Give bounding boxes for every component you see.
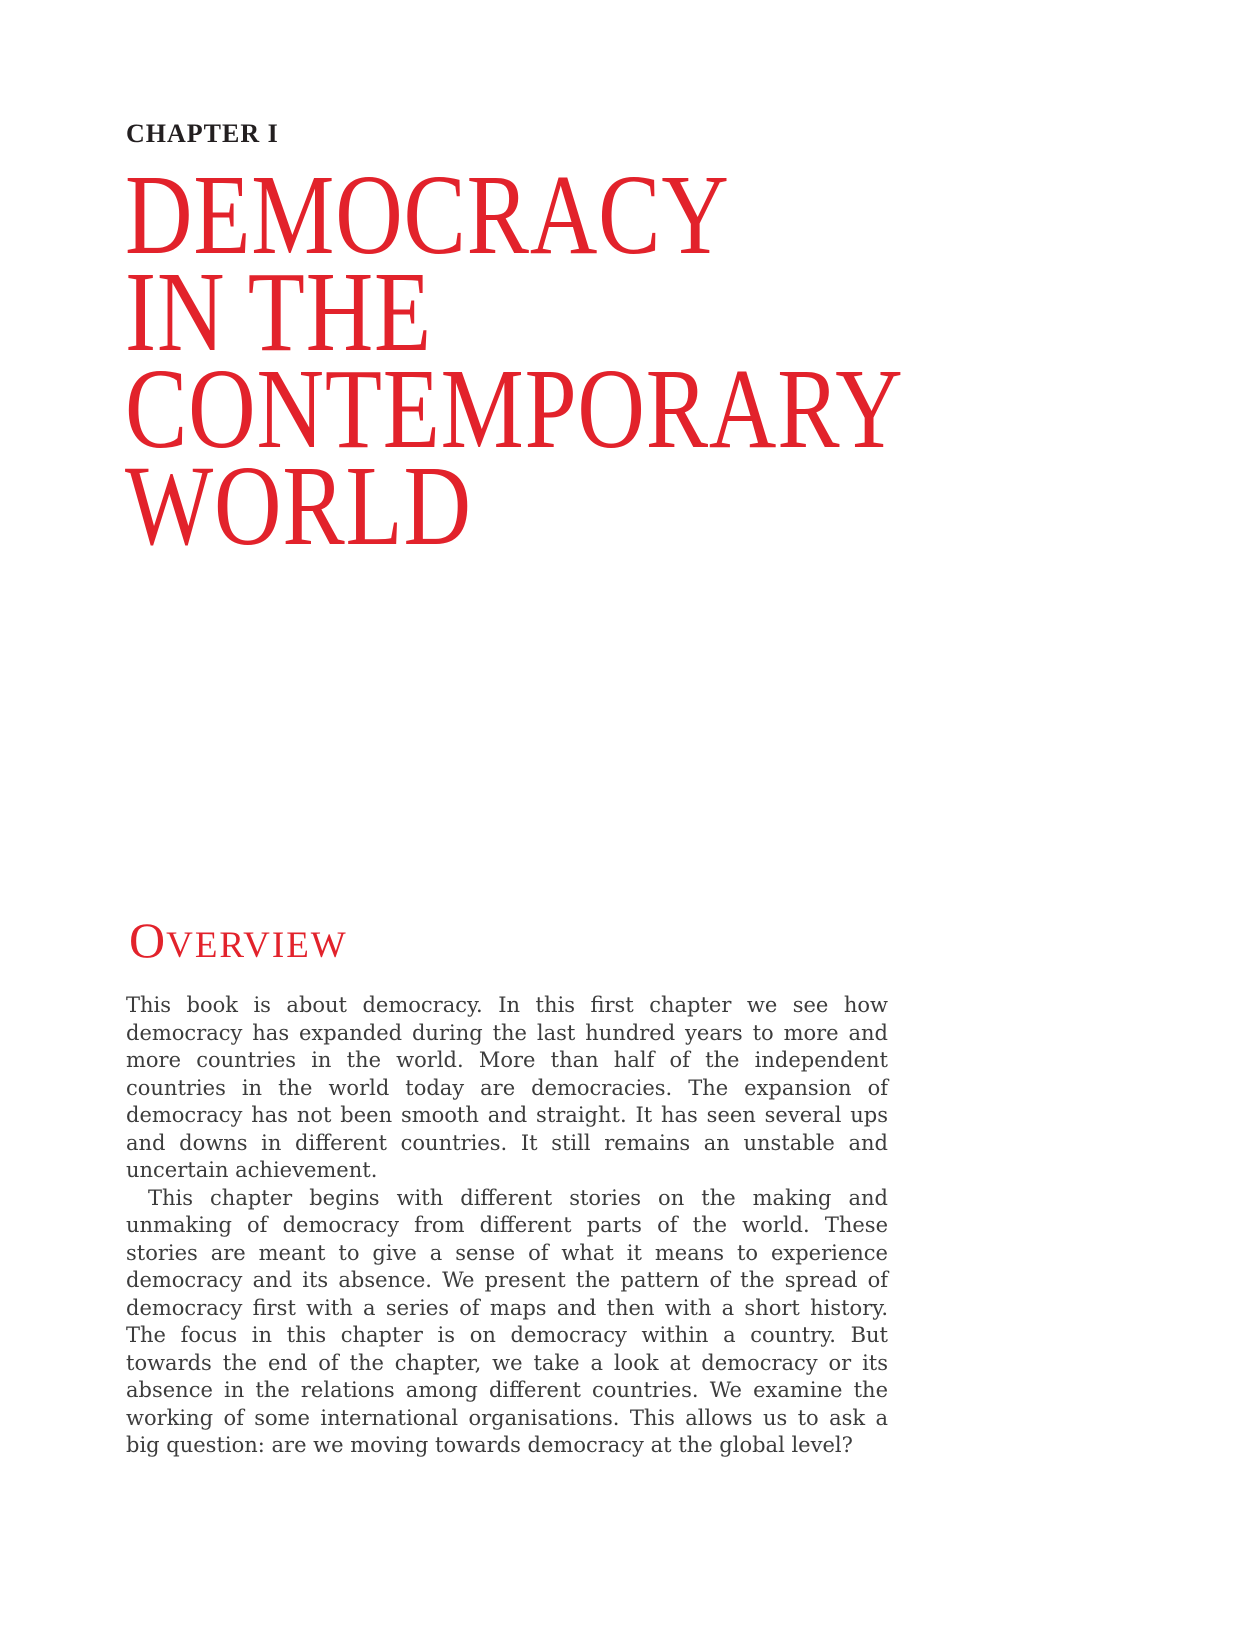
paragraph-1: This book is about democracy. In this first chapter we see how democracy has expanded during the last hundred years to more and more countries in the world. More than half of the independent countries in the world today are democracies. The expansion of democracy has not been smooth and straight. It has seen several ups and downs in different countries. It still remains an unstable and uncertain achievement. — [126, 993, 888, 1182]
chapter-label: CHAPTER I — [126, 119, 279, 148]
overview-heading-initial: O — [129, 912, 167, 968]
title-line-4: WORLD — [125, 442, 472, 569]
overview-heading — [129, 912, 348, 978]
title-line-2: IN THE — [125, 248, 432, 375]
overview-heading-rest: VERVIEW — [166, 925, 348, 966]
paragraph-2: This chapter begins with different stories on the making and unmaking of democracy from different parts of the world. These stories are meant to give a sense of what it means to experience democracy and its absence. We present the pattern of the spread of democracy first with a series of maps and then with a short history. The focus in this chapter is on democracy within a country. But towards the end of the chapter, we take a look at democracy or its absence in the relations among different countries. We examine the working of some international organisations. This allows us to ask a big question: are we moving towards democracy at the global level? — [126, 1185, 888, 1457]
chapter-title — [125, 151, 904, 569]
title-line-3: CONTEMPORARY — [125, 345, 904, 472]
title-line-1: DEMOCRACY — [125, 151, 730, 278]
body-text — [126, 992, 888, 1460]
